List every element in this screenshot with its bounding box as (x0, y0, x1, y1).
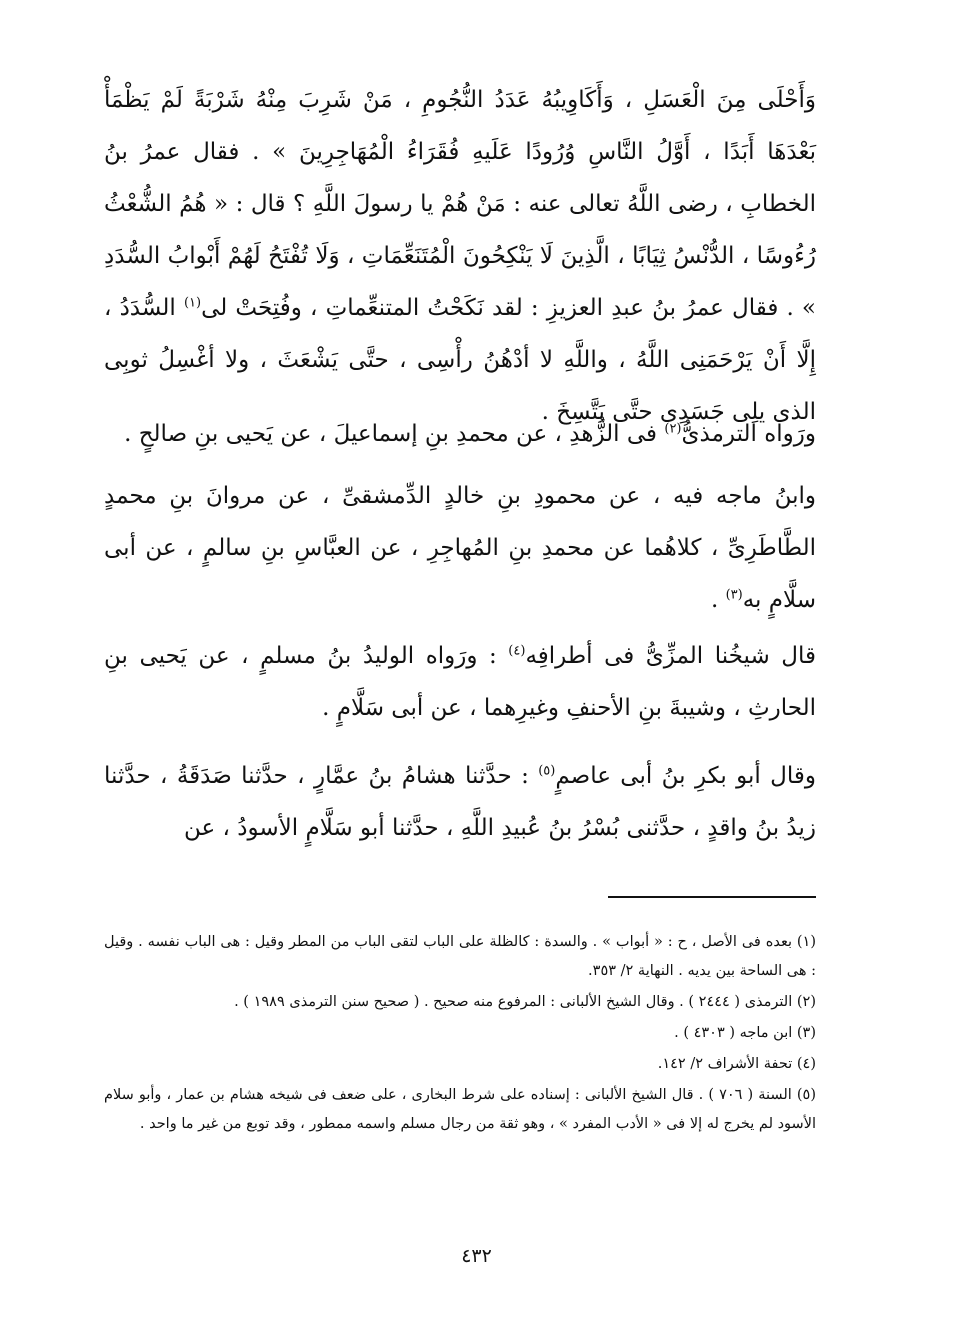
footnote-divider (608, 896, 816, 898)
paragraph-text: قال شيخُنا المزِّىُّ فى أطرافِه (525, 643, 816, 669)
footnote-reference-5: (٥) (538, 763, 556, 779)
footnotes-list (104, 928, 816, 1141)
paragraph-text: وَأَحْلَى مِنَ الْعَسَلِ ، وَأَكَاوِيبُهُ عَدَدُ النُّجُومِ ، مَنْ شَرِبَ مِنْهُ شَرْبَةً لَمْ يَظْمَأْ بَعْدَهَا أَبَدًا ، أَوَّلُ النَّاسِ وُرُودًا عَلَيهِ فُقَرَاءُ الْمُهَاجِرِينَ » . فقال عمرُ بنُ الخطابِ ، رضى اللَّهُ تعالى عنه : مَنْ هُمْ يا رسولَ اللَّهِ ؟ قال : « هُمُ الشُّعْثُ رُءُوسًا ، الدُّنْسُ ثِيَابًا ، الَّذِينَ لَا يَنْكِحُونَ الْمُتَنَعِّمَاتِ ، وَلَا تُفْتَحُ لَهُمْ أَبْوابُ السُّدَدِ » . فقال عمرُ بنُ عبدِ العزيزِ : لقد نَكَحْتُ المتنعِّماتِ ، وفُتِحَتْ لى (104, 87, 817, 321)
body-paragraph-2 (104, 408, 816, 460)
footnote-2: (٢) الترمذى ( ٢٤٤٤ ) . وقال الشيخ الألبانى : المرفوع منه صحيح . ( صحيح سنن الترمذى ١٩٨٩ ) . (234, 994, 816, 1010)
paragraph-text: فى الزُّهدِ ، عن محمدِ بنِ إسماعيلَ ، عن يَحيى بنِ صالحٍ . (124, 421, 658, 447)
paragraph-text: : ورَواه الوليدُ بنُ مسلمٍ ، عن يَحيى بنِ الحارثِ ، وشيبةَ بنِ الأحنفِ وغيرِهما ، عن أبى سَلَّامٍ . (104, 643, 816, 721)
footnote-5: (٥) السنة ( ٧٠٦ ) . قال الشيخ الألبانى : إسناده على شرط البخارى ، على ضعف فى شيخه هشام بن عمار ، وأبو سلام الأسود لم يخرج له إلا فى « الأدب المفرد » ، وهو ثقة من رجال مسلم واسمه ممطور ، وقد توبع من غير ما واحد . (104, 1087, 816, 1132)
paragraph-text: : حدَّثنا هشامُ بنُ عمَّارٍ ، حدَّثنا صَدَقَةُ ، حدَّثنا زيدُ بنُ واقدٍ ، حدَّثنى بُسْرُ بنُ عُبيدِ اللَّهِ ، حدَّثنا أبو سَلَّامٍ الأسودُ ، عن (104, 763, 816, 841)
footnote-3: (٣) ابن ماجه ( ٤٣٠٣ ) . (674, 1025, 816, 1041)
body-paragraph-1 (104, 74, 816, 438)
body-paragraph-3 (104, 470, 816, 626)
paragraph-text: السُّدَدُ ، إِلَّا أَنْ يَرْحَمَنِى اللَّهُ ، واللَّهِ لا أدْهُنُ رأْسِى ، حتَّى يَشْعَثَ ، ولا أغْسِلُ ثوبِى الذى يلِى جَسَدِى حتَّى يَتَّسِخَ . (104, 295, 817, 425)
footnote-reference-4: (٤) (508, 643, 526, 659)
paragraph-text: وقال أبو بكرِ بنُ أبى عاصمٍ (555, 763, 816, 789)
paragraph-text: . (710, 587, 719, 613)
footnote-reference-3: (٣) (725, 587, 743, 603)
footnote-1: (١) بعده فى الأصل ، ح : « أبواب » . والسدة : كالظلة على الباب لتقى الباب من المطر وقيل : هى الباب نفسه . وقيل : هى الساحة بين يديه . النهاية ٢/ ٣٥٣. (104, 934, 816, 979)
page-number: ٤٣٢ (461, 1245, 492, 1267)
footnote-reference-2: (٢) (664, 421, 682, 437)
footnote-4: (٤) تحفة الأشراف ٢/ ١٤٢. (657, 1056, 816, 1072)
paragraph-text: وابنُ ماجه فيه ، عن محمودِ بنِ خالدٍ الدِّمشقىِّ ، عن مروانَ بنِ محمدٍ الطَّاطَرِىِّ ، كلاهُما عن محمدِ بنِ المُهاجِرِ ، عن العبَّاسِ بنِ سالمٍ ، عن أبى سلَّامٍ به (104, 483, 816, 613)
paragraph-text: ورَواه الترمذىُّ (681, 421, 816, 447)
body-paragraph-5 (104, 750, 816, 854)
footnote-reference-1: (١) (183, 295, 202, 311)
body-paragraph-4 (104, 630, 816, 734)
